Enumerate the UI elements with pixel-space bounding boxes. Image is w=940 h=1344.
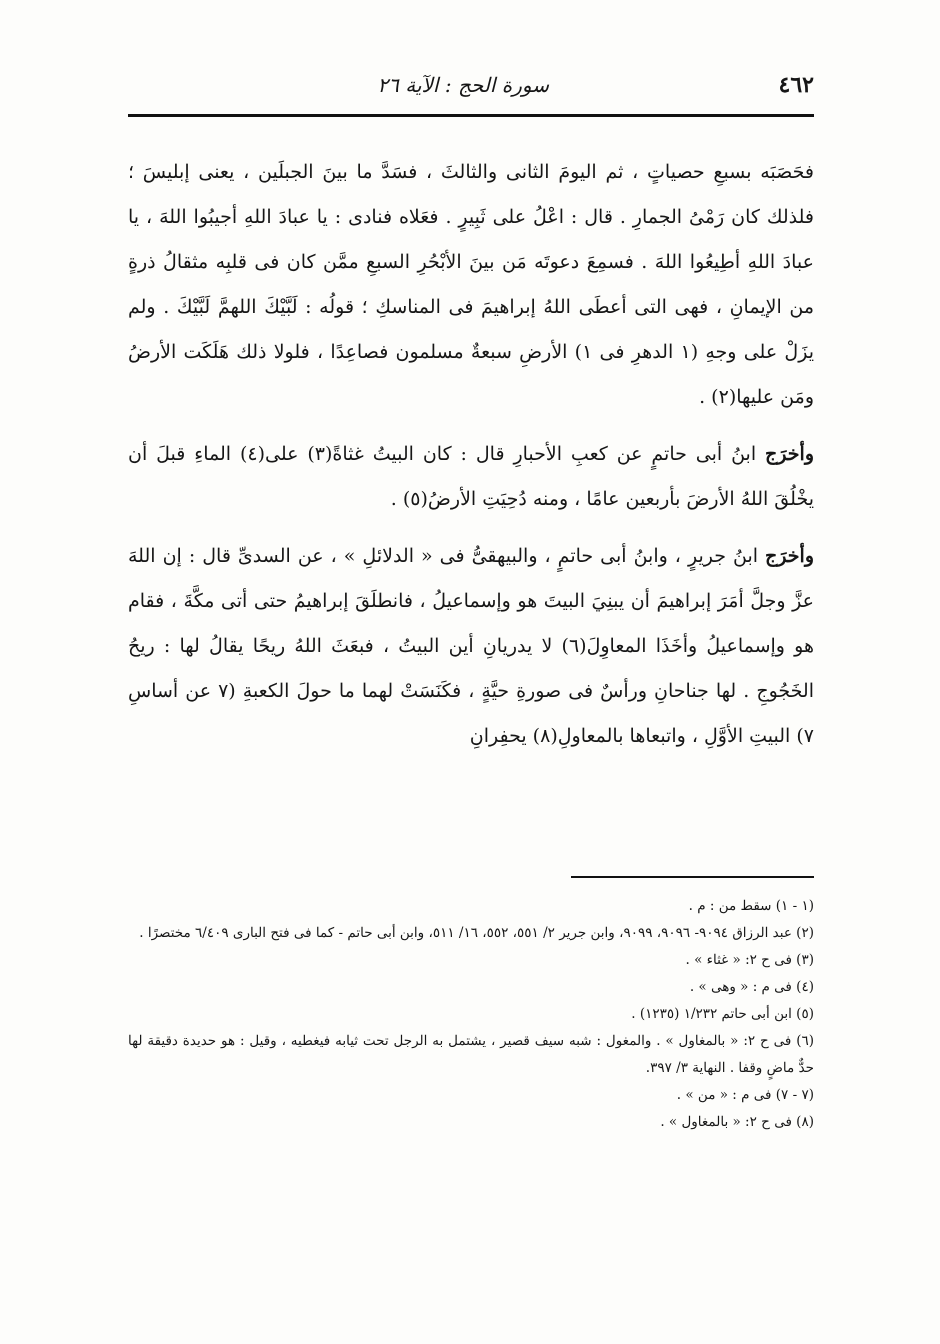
footnote-8: (٨) فى ح ٢: « بالمغاول » . — [660, 1114, 814, 1130]
footnote-7: (٧ - ٧) فى م : « من » . — [676, 1087, 814, 1103]
page-number: ٤٦٢ — [778, 72, 814, 98]
paragraph-2-text: ابنُ أبى حاتمٍ عن كعبِ الأحبارِ قال : كان البيتُ غثاةً(٣) على(٤) الماءِ قبلَ أن يخْلُقَ اللهُ الأرضَ بأربعين عامًا ، ومنه دُحِيَتِ الأرضُ(٥) . — [128, 443, 814, 510]
footnote-3: (٣) فى ح ٢: « غثاء » . — [685, 952, 814, 968]
footnote-5: (٥) ابن أبى حاتم ١/٢٣٢ (١٢٣٥) . — [631, 1006, 814, 1022]
footnote-1: (١ - ١) سقط من : م . — [688, 898, 814, 914]
paragraph-3 — [128, 534, 814, 759]
page-header — [128, 70, 814, 118]
header-rule — [128, 114, 814, 117]
paragraph-2 — [128, 432, 814, 522]
paragraph-2-lead: وأخرَج — [765, 443, 814, 465]
footnote-6: (٦) فى ح ٢: « بالمغاول » . والمغول : شبه سيف قصير ، يشتمل به الرجل تحت ثيابه فيغطيه ، وقيل : هو حديدة دقيقة لها حدٌّ ماضٍ وقفا . النهاية ٣/ ٣٩٧. — [128, 1033, 815, 1076]
footnotes — [128, 893, 814, 1136]
footnote-4: (٤) فى م : « وهى » . — [689, 979, 814, 995]
paragraph-1-text: فحَصَبَه بسبعِ حصياتٍ ، ثم اليومَ الثانى والثالثَ ، فسَدَّ ما بينَ الجبلَين ، يعنى إبليسَ ؛ فلذلك كان رَمْىُ الجمارِ . قال : اعْلُ على ثَبِيرٍ . فعَلاه فنادى : يا عبادَ اللهِ أجيبُوا اللهَ ، يا عبادَ اللهِ أطِيعُوا اللهَ . فسمِعَ دعوتَه مَن بينَ الأبْحُرِ السبعِ ممَّن كان فى قلبِه مثقالُ ذرةٍ من الإيمانِ ، فهى التى أعطَى اللهُ إبراهيمَ فى المناسكِ ؛ قولُه : لَبَّيْكَ اللهمَّ لَبَّيْكَ . ولم يزَلْ على وجهِ (١ الدهرِ فى ١) الأرضِ سبعةٌ مسلمون فصاعِدًا ، فلولا ذلك هَلَكَت الأرضُ ومَن عليها(٢) . — [128, 161, 814, 408]
paragraph-3-text: ابنُ جريرٍ ، وابنُ أبى حاتمٍ ، والبيهقىُّ فى « الدلائلِ » ، عن السدىِّ قال : إن اللهَ عزَّ وجلَّ أمَرَ إبراهيمَ أن يبنِيَ البيتَ هو وإسماعيلُ ، فانطلَقَ إبراهيمُ حتى أتى مكَّةَ ، فقام هو وإسماعيلُ وأخَذَا المعاوِلَ(٦) لا يدريانِ أين البيتُ ، فبعَثَ اللهُ ريحًا يقالُ لها : ريحُ الخَجُوجِ . لها جناحانِ ورأسٌ فى صورةِ حيَّةٍ ، فكَنَسَتْ لهما ما حولَ الكعبةِ (٧ عن أساسِ ٧) البيتِ الأوَّلِ ، واتبعاها بالمعاولِ(٨) يحفِرانِ — [128, 545, 814, 747]
paragraph-1 — [128, 150, 814, 420]
footnote-separator — [571, 876, 814, 878]
footnote-2: (٢) عبد الرزاق ٩٠٩٤- ٩٠٩٦، ٩٠٩٩، وابن جرير ٢/ ٥٥١، ٥٥٢، ١٦/ ٥١١، وابن أبى حاتم - كما فى فتح البارى ٦/٤٠٩ مختصرًا . — [139, 925, 814, 941]
paragraph-3-lead: وأخرَج — [765, 545, 814, 567]
main-text — [128, 150, 814, 759]
running-title: سورة الحج : الآية ٢٦ — [377, 73, 549, 97]
